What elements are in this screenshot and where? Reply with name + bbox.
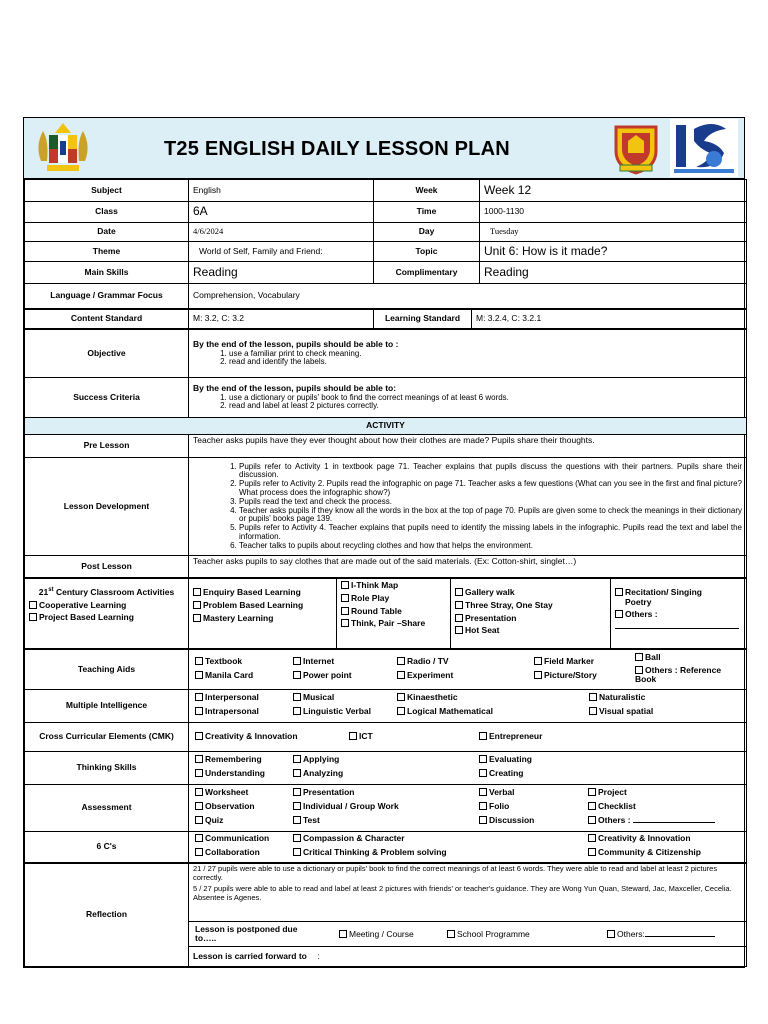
topic-value: Unit 6: How is it made?	[480, 242, 747, 262]
development-item: 1. Pupils refer to Activity 1 in textbook page 71. Teacher explains that pupils discuss the questions with their partners. Pupils share their discussion.	[239, 463, 742, 481]
checkbox-icon[interactable]	[588, 788, 596, 796]
grammar-label: Language / Grammar Focus	[25, 284, 189, 309]
century-option: Poetry	[625, 596, 652, 607]
century-option[interactable]: Others :	[615, 610, 742, 620]
checkbox-icon[interactable]	[589, 707, 597, 715]
checkbox-icon[interactable]	[195, 834, 203, 842]
day-label: Day	[374, 223, 480, 242]
six-c-option[interactable]: Compassion & Character	[293, 834, 405, 844]
learning-standard-label: Learning Standard	[374, 310, 472, 329]
complimentary-value: Reading	[480, 262, 747, 284]
objective-intro: By the end of the lesson, pupils should be able to :	[193, 338, 399, 349]
thinking-option[interactable]: Remembering	[195, 755, 262, 765]
day-value: Tuesday	[480, 223, 747, 242]
checkbox-icon[interactable]	[293, 816, 301, 824]
checkbox-icon[interactable]	[534, 657, 542, 665]
checkbox-icon[interactable]	[479, 802, 487, 810]
school-crest-logo	[608, 121, 664, 175]
century-label: 21st Century Classroom Activities	[38, 586, 175, 597]
success-criteria-label: Success Criteria	[25, 378, 189, 418]
success-list	[193, 394, 742, 412]
mi-option[interactable]: Intrapersonal	[195, 707, 259, 717]
thinking-option[interactable]: Creating	[479, 769, 523, 779]
checkbox-icon[interactable]	[193, 614, 201, 622]
century-option[interactable]: I-Think Map	[341, 581, 446, 591]
checkbox-icon[interactable]	[29, 613, 37, 621]
reflection-text-2: 5 / 27 pupils were able to able to read and label at least 2 pictures with friends' or teacher's guidance. They are Wong Yun Quan, Steward, Jac, Maxceller, Cecelia.	[193, 884, 732, 894]
development-item: 4. Teacher asks pupils if they know all the words in the box at the top of page 70. Pupils are given some to check the meanings in their dictionary or pupils' books page 139.	[239, 507, 742, 525]
assessment-option[interactable]: Observation	[195, 802, 255, 812]
info-table	[24, 179, 747, 309]
century-option[interactable]: Problem Based Learning	[193, 601, 332, 611]
objective-list	[193, 350, 742, 368]
checkbox-icon[interactable]	[588, 834, 596, 842]
development-item: 3. Pupils read the text and check the process.	[239, 498, 742, 507]
checkbox-icon[interactable]	[339, 930, 347, 938]
checkbox-icon[interactable]	[588, 848, 596, 856]
checkbox-icon[interactable]	[341, 581, 349, 589]
assessment-option[interactable]: Checklist	[588, 802, 636, 812]
cmk-label: Cross Curricular Elements (CMK)	[25, 723, 189, 752]
mi-option[interactable]: Logical Mathematical	[397, 707, 493, 717]
postponed-option[interactable]: Others:	[607, 930, 715, 940]
checkbox-icon[interactable]	[195, 732, 203, 740]
multiple-intelligence-label: Multiple Intelligence	[25, 690, 189, 723]
checkbox-icon[interactable]	[349, 732, 357, 740]
checkbox-icon[interactable]	[397, 707, 405, 715]
teaching-aid-option[interactable]: Manila Card	[195, 671, 253, 681]
checkbox-icon[interactable]	[479, 755, 487, 763]
checkbox-icon[interactable]	[195, 769, 203, 777]
checkbox-icon[interactable]	[635, 653, 643, 661]
main-skills-value: Reading	[189, 262, 374, 284]
development-list	[193, 463, 742, 551]
assessment-option[interactable]: Individual / Group Work	[293, 802, 399, 812]
teaching-aid-option[interactable]: Radio / TV	[397, 657, 449, 667]
checkbox-icon[interactable]	[455, 588, 463, 596]
century-option[interactable]: Think, Pair –Share	[341, 619, 446, 629]
coat-of-arms-logo	[29, 121, 97, 175]
century-option[interactable]: Gallery walk	[455, 588, 606, 598]
success-intro: By the end of the lesson, pupils should be able to:	[193, 382, 397, 393]
development-item: 2. Pupils refer to Activity 2. Pupils read the infographic on page 71. Teacher asks a few questions (What can you see in the first and final picture? What process does the infographic show?)	[239, 480, 742, 498]
checkbox-icon[interactable]	[341, 594, 349, 602]
teaching-aid-option[interactable]: Field Marker	[534, 657, 594, 667]
carried-forward-colon[interactable]: :	[317, 950, 320, 961]
assessment-option[interactable]: Discussion	[479, 816, 534, 826]
century-option[interactable]: Round Table	[341, 607, 446, 617]
teaching-aid-option[interactable]: Picture/Story	[534, 671, 597, 681]
six-c-option[interactable]: Critical Thinking & Problem solving	[293, 848, 447, 858]
standards-table	[24, 309, 747, 329]
cmk-option[interactable]: Creativity & Innovation	[195, 732, 298, 742]
pre-lesson-text: Teacher asks pupils have they ever thought about how their clothes are made? Pupils share their thoughts.	[189, 435, 747, 458]
teaching-aid-option[interactable]: Internet	[293, 657, 334, 667]
checkbox-icon[interactable]	[341, 607, 349, 615]
subject-value: English	[189, 180, 374, 202]
checkbox-icon[interactable]	[397, 671, 405, 679]
checkbox-icon[interactable]	[195, 671, 203, 679]
theme-value: World of Self, Family and Friend:	[189, 242, 374, 262]
class-label: Class	[25, 202, 189, 223]
mi-option[interactable]: Interpersonal	[195, 693, 259, 703]
content-standard-label: Content Standard	[25, 310, 189, 329]
mi-option[interactable]: Kinaesthetic	[397, 693, 458, 703]
checkbox-icon[interactable]	[607, 930, 615, 938]
checkbox-icon[interactable]	[397, 693, 405, 701]
century-option[interactable]: Three Stray, One Stay	[455, 601, 606, 611]
assessment-option[interactable]: Others :	[588, 816, 715, 826]
objective-label: Objective	[25, 330, 189, 378]
postponed-label: Lesson is postponed due to…..	[195, 924, 298, 944]
assessment-option[interactable]: Worksheet	[195, 788, 248, 798]
checkbox-icon[interactable]	[635, 666, 643, 674]
checkbox-icon[interactable]	[195, 707, 203, 715]
activity-header: ACTIVITY	[25, 418, 747, 435]
checkbox-icon[interactable]	[195, 657, 203, 665]
postponed-option[interactable]: Meeting / Course	[339, 930, 414, 940]
mi-option[interactable]: Linguistic Verbal	[293, 707, 371, 717]
reflection-label: Reflection	[25, 864, 189, 967]
development-item: 6. Teacher talks to pupils about recycling clothes and how that helps the environment.	[239, 542, 742, 551]
checkbox-icon[interactable]	[615, 610, 623, 618]
carried-forward-label: Lesson is carried forward to	[193, 950, 307, 961]
assessment-option[interactable]: Quiz	[195, 816, 223, 826]
thinking-option[interactable]: Understanding	[195, 769, 265, 779]
checkbox-icon[interactable]	[455, 626, 463, 634]
cmk-option[interactable]: ICT	[349, 732, 373, 742]
success-item: 1. use a dictionary or pupils' book to find the correct meanings of at least 6 words.	[229, 394, 742, 403]
teaching-aid-option[interactable]: Others : Reference Book	[635, 665, 722, 684]
reflection-text-1: 21 / 27 pupils were able to use a dictionary or pupils' book to find the correct meanings of at least 6 words. They were able to read and label at least 2 pictures correctly.	[193, 864, 718, 882]
cmk-option[interactable]: Entrepreneur	[479, 732, 542, 742]
mi-option[interactable]: Musical	[293, 693, 334, 703]
subject-label: Subject	[25, 180, 189, 202]
thinking-option[interactable]: Analyzing	[293, 769, 343, 779]
checkbox-icon[interactable]	[479, 732, 487, 740]
lesson-development-label: Lesson Development	[25, 458, 189, 556]
postponed-option[interactable]: School Programme	[447, 930, 530, 940]
objective-item: 1. use a familiar print to check meaning.	[229, 350, 742, 359]
mi-option[interactable]: Naturalistic	[589, 693, 645, 703]
main-table	[24, 329, 747, 578]
checkbox-icon[interactable]	[293, 802, 301, 810]
checkbox-icon[interactable]	[293, 671, 301, 679]
checkbox-icon[interactable]	[195, 816, 203, 824]
checkbox-icon[interactable]	[479, 788, 487, 796]
teaching-aid-option[interactable]: Power point	[293, 671, 352, 681]
checkbox-icon[interactable]	[293, 769, 301, 777]
checkbox-icon[interactable]	[195, 755, 203, 763]
complimentary-label: Complimentary	[374, 262, 480, 284]
checkbox-icon[interactable]	[293, 848, 301, 856]
checkbox-icon[interactable]	[397, 657, 405, 665]
others-blank-line[interactable]	[645, 936, 715, 937]
checkbox-icon[interactable]	[479, 769, 487, 777]
checkbox-icon[interactable]	[293, 755, 301, 763]
page-title: T25 ENGLISH DAILY LESSON PLAN	[164, 138, 510, 160]
assessment-label: Assessment	[25, 785, 189, 832]
checkbox-icon[interactable]	[193, 588, 201, 596]
time-value: 1000-1130	[480, 202, 747, 223]
pre-lesson-label: Pre Lesson	[25, 435, 189, 458]
teaching-aids-label: Teaching Aids	[25, 650, 189, 690]
checkbox-icon[interactable]	[195, 802, 203, 810]
checkbox-icon[interactable]	[293, 693, 301, 701]
date-label: Date	[25, 223, 189, 242]
reflection-table	[24, 863, 747, 967]
century-option[interactable]: Role Play	[341, 594, 446, 604]
success-item: 2. read and label at least 2 pictures correctly.	[229, 402, 742, 411]
others-blank-line[interactable]	[615, 627, 739, 629]
reflection-text-3: Absentee is Agenes.	[193, 892, 262, 902]
checkbox-icon[interactable]	[293, 707, 301, 715]
century-option[interactable]: Mastery Learning	[193, 614, 332, 624]
six-cs-label: 6 C's	[25, 832, 189, 863]
post-lesson-label: Post Lesson	[25, 556, 189, 578]
others-blank-line[interactable]	[633, 822, 715, 823]
main-skills-label: Main Skills	[25, 262, 189, 284]
thinking-option[interactable]: Evaluating	[479, 755, 532, 765]
checkbox-icon[interactable]	[29, 601, 37, 609]
checkbox-icon[interactable]	[293, 788, 301, 796]
teaching-aid-option[interactable]: Experiment	[397, 671, 453, 681]
century-option[interactable]: Presentation	[455, 614, 606, 624]
assessment-option[interactable]: Project	[588, 788, 627, 798]
teaching-aid-option[interactable]: Textbook	[195, 657, 242, 667]
checkbox-icon[interactable]	[447, 930, 455, 938]
checkbox-icon[interactable]	[534, 671, 542, 679]
century-option[interactable]: Project Based Learning	[29, 613, 184, 623]
assessment-option[interactable]: Presentation	[293, 788, 355, 798]
grammar-value: Comprehension, Vocabulary	[189, 284, 747, 309]
assessment-option[interactable]: Test	[293, 816, 320, 826]
checkbox-table	[24, 649, 747, 863]
theme-label: Theme	[25, 242, 189, 262]
activities-table	[24, 578, 747, 649]
mi-option[interactable]: Visual spatial	[589, 707, 653, 717]
six-c-option[interactable]: Collaboration	[195, 848, 260, 858]
checkbox-icon[interactable]	[455, 601, 463, 609]
six-c-option[interactable]: Community & Citizenship	[588, 848, 701, 858]
six-c-option[interactable]: Communication	[195, 834, 269, 844]
assessment-option[interactable]: Folio	[479, 802, 509, 812]
checkbox-icon[interactable]	[589, 693, 597, 701]
checkbox-icon[interactable]	[195, 693, 203, 701]
development-item: 5. Pupils refer to Activity 4. Teacher explains that pupils need to identify the missing labels in the infographic. Pupils read the text and label the information.	[239, 524, 742, 542]
century-option[interactable]: Recitation/ Singing	[615, 588, 742, 598]
topic-label: Topic	[374, 242, 480, 262]
checkbox-icon[interactable]	[293, 657, 301, 665]
assessment-option[interactable]: Verbal	[479, 788, 515, 798]
checkbox-icon[interactable]	[479, 816, 487, 824]
century-option[interactable]: Cooperative Learning	[29, 601, 184, 611]
checkbox-icon[interactable]	[293, 834, 301, 842]
learning-standard-value: M: 3.2.4, C: 3.2.1	[472, 310, 747, 329]
thinking-option[interactable]: Applying	[293, 755, 339, 765]
content-standard-value: M: 3.2, C: 3.2	[189, 310, 374, 329]
objective-item: 2. read and identify the labels.	[229, 358, 742, 367]
thinking-skills-label: Thinking Skills	[25, 752, 189, 785]
time-label: Time	[374, 202, 480, 223]
checkbox-icon[interactable]	[588, 802, 596, 810]
six-c-option[interactable]: Creativity & Innovation	[588, 834, 691, 844]
header	[24, 118, 744, 179]
century-option[interactable]: Enquiry Based Learning	[193, 588, 332, 598]
checkbox-icon[interactable]	[195, 848, 203, 856]
checkbox-icon[interactable]	[615, 588, 623, 596]
lesson-plan-sheet	[23, 117, 745, 968]
checkbox-icon[interactable]	[195, 788, 203, 796]
t25-logo	[670, 119, 738, 177]
checkbox-icon[interactable]	[588, 816, 596, 824]
post-lesson-text: Teacher asks pupils to say clothes that are made out of the said materials. (Ex: Cotton-shirt, singlet…)	[189, 556, 747, 578]
checkbox-icon[interactable]	[341, 619, 349, 627]
week-label: Week	[374, 180, 480, 202]
teaching-aid-option[interactable]: Ball	[635, 653, 661, 663]
class-value: 6A	[189, 202, 374, 223]
week-value: Week 12	[480, 180, 747, 202]
checkbox-icon[interactable]	[193, 601, 201, 609]
date-value: 4/6/2024	[189, 223, 374, 242]
century-option[interactable]: Hot Seat	[455, 626, 606, 636]
checkbox-icon[interactable]	[455, 614, 463, 622]
